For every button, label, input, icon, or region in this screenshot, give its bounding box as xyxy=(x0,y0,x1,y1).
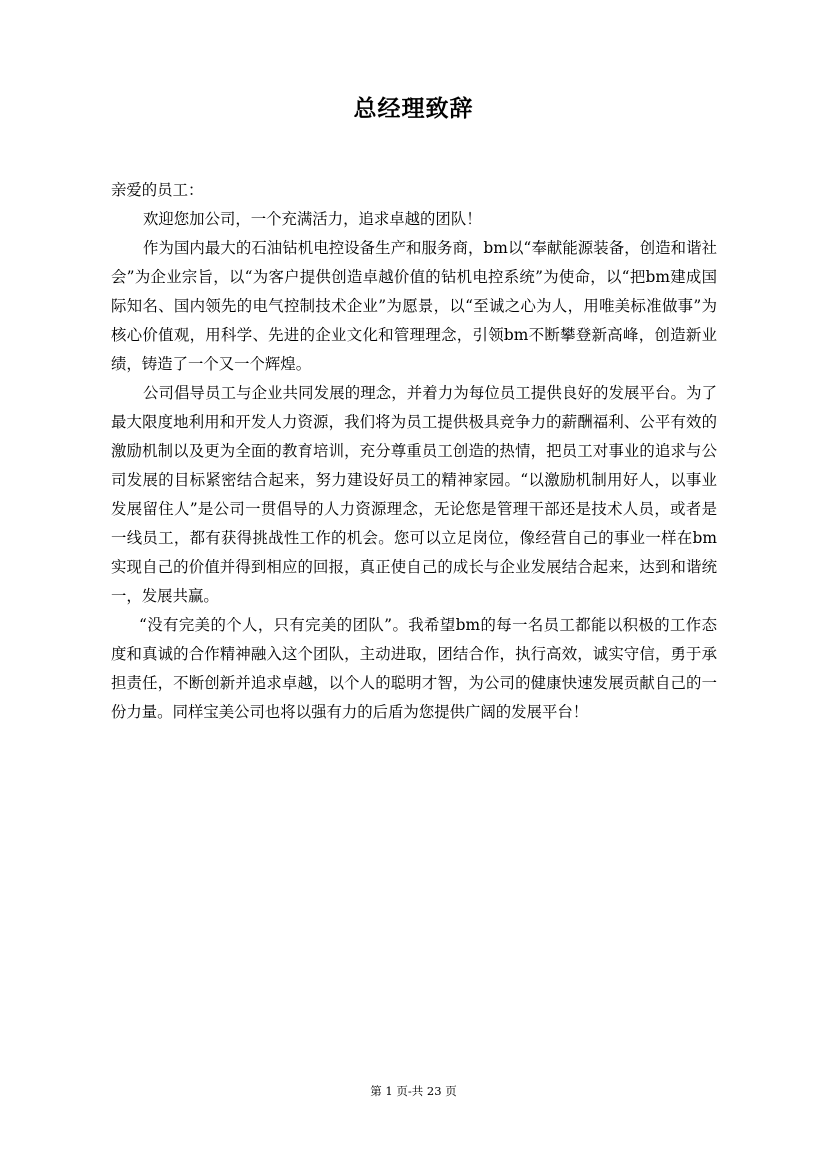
paragraph-development: 公司倡导员工与企业共同发展的理念，并着力为每位员工提供良好的发展平台。为了最大限度地利用和开发人力资源，我们将为员工提供极具竞争力的薪酬福利、公平有效的激励机制以及更为全面的教育培训，充分尊重员工创造的热情，把员工对事业的追求与公司发展的目标紧密结合起来，努力建设好员工的精神家园。“以激励机制用好人，以事业发展留住人”是公司一贯倡导的人力资源理念，无论您是管理干部还是技术人员，或者是一线员工，都有获得挑战性工作的机会。您可以立足岗位，像经营自己的事业一样在bm实现自己的价值并得到相应的回报，真正使自己的成长与企业发展结合起来，达到和谐统一，发展共赢。 xyxy=(111,384,717,605)
salutation: 亲爱的员工： xyxy=(111,181,204,199)
page-number: 第 1 页-共 23 页 xyxy=(370,1084,457,1098)
page-title: 总经理致辞 xyxy=(353,96,474,122)
paragraph-mission: 作为国内最大的石油钻机电控设备生产和服务商，bm以“奉献能源装备，创造和谐社会”为企业宗旨，以“为客户提供创造卓越价值的钻机电控系统”为使命，以“把bm建成国际知名、国内领先的电气控制技术企业”为愿景，以“至诚之心为人，用唯美标准做事”为核心价值观，用科学、先进的企业文化和管理理念，引领bm不断攀登新高峰，创造新业绩，铸造了一个又一个辉煌。 xyxy=(111,239,717,373)
paragraph-welcome: 欢迎您加公司，一个充满活力，追求卓越的团队！ xyxy=(143,210,482,228)
document-body xyxy=(111,176,717,727)
paragraph-team: “没有完美的个人，只有完美的团队”。我希望bm的每一名员工都能以积极的工作态度和真诚的合作精神融入这个团队，主动进取，团结合作，执行高效，诚实守信，勇于承担责任，不断创新并追求卓越，以个人的聪明才智，为公司的健康快速发展贡献自己的一份力量。同样宝美公司也将以强有力的后盾为您提供广阔的发展平台！ xyxy=(111,616,717,721)
